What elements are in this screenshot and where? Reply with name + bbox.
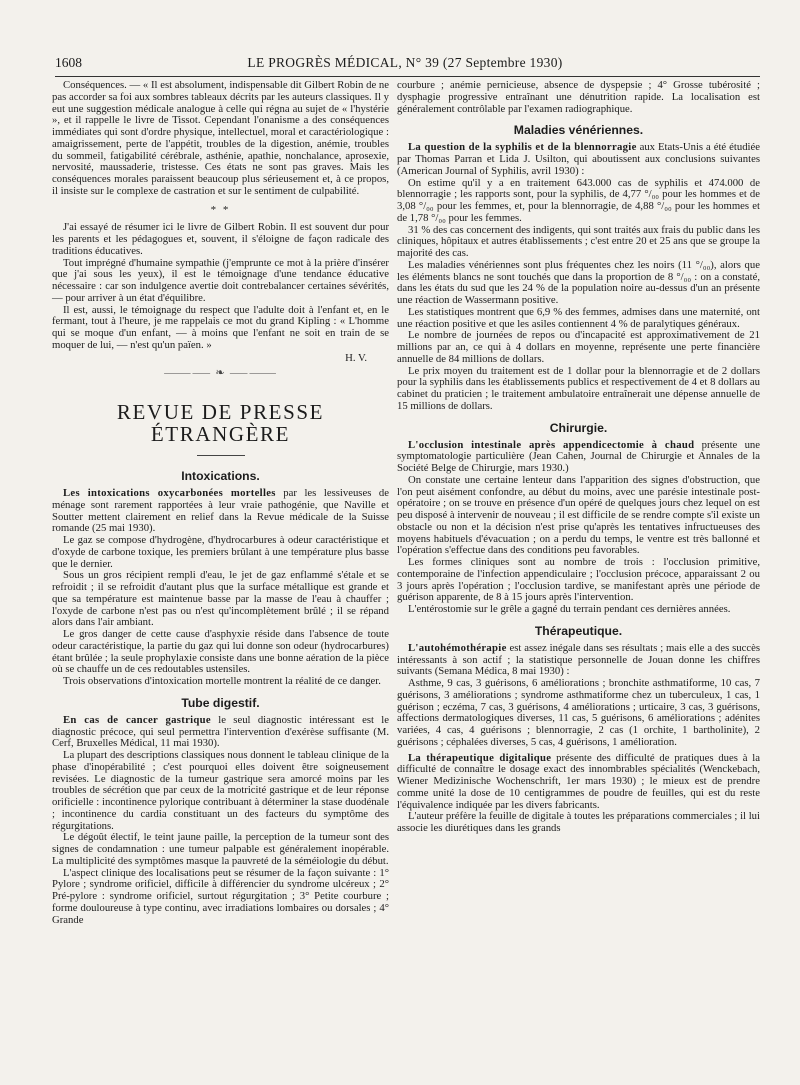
paragraph: Il est, aussi, le témoignage du respect que l'adulte doit à l'enfant et, en le fermant, tout à l'heure, je me rappelais ce mot du grand Kipling : « L'homme qui se moque d'un enfant, — à moins que l'enfant ne soit en train de se moquer de lui, — n'est qu'un païen. » [52, 303, 389, 351]
paragraph-text: le seul diagnostic intéressant est le diagnostic précoce, qui seul permettra l'intervention d'exérèse suffisante (M. Cerf, Bruxelles Médical, 11 mai 1930). [52, 713, 390, 750]
section-heading: Tube digestif. [181, 695, 260, 710]
lead-phrase: En cas de cancer gastrique [63, 713, 211, 726]
paragraph: Le nombre de journées de repos ou d'incapacité est approximativement de 21 millions par an, ce qui à 4 dollars en moyenne, représente une perte financière annuelle de 84 millions de dollars. [397, 329, 760, 365]
left-column [52, 80, 389, 926]
journal-title: LE PROGRÈS MÉDICAL, N° 39 (27 Septembre 1930) [247, 55, 563, 70]
paragraph: L'entérostomie sur le grêle a gagné du terrain pendant ces dernières années. [408, 603, 731, 615]
ornamental-divider: ⸻⸺ ❧ ⸺⸻ [163, 367, 278, 380]
paragraph: Tout imprégné d'humaine sympathie (j'emprunte ce mot à la prière d'insérer que j'ai sous les yeux), il est le témoignage d'une tendance éducative nécessaire : car son indulgence avertie doit contrebalancer certaines sévérités, — pour arriver à un état d'équilibre. [52, 256, 389, 304]
paragraph: On estime qu'il y a en traitement 643.000 cas de syphilis et 474.000 de blennorragie ; les rapports sont, pour la syphilis, de 4,77 °/₀₀ pour les hommes et de 3,08 °/₀₀ pour les femmes, et, pour la blennorragie, de 4,88 °/₀₀ pour les hommes et de 1,78 °/₀₀ pour les femmes. [397, 176, 760, 224]
paragraph: Sous un gros récipient rempli d'eau, le jet de gaz enflammé s'étale et se refroidit ; il se refroidit d'autant plus que la surface métallique est grande et que sa température est maintenue basse par la masse de l'eau à chauffer ; l'oxyde de carbone n'est pas ou n'est qu'incomplètement brûlé ; il se répand alors dans l'air ambiant. [52, 569, 389, 629]
signature: H. V. [345, 351, 367, 364]
paragraph: L'auteur préfère la feuille de digitale à toutes les préparations commerciales ; il lui associe les diurétiques dans les grands [397, 810, 760, 834]
paragraph-text: est assez inégale dans ses résultats ; mais elle a des succès intéressants à son actif ; la statistique personnelle de Jouan donne les chiffres suivants (Semana Médica, 8 mai 1930) : [397, 641, 761, 678]
paragraph: Les maladies vénériennes sont plus fréquentes chez les noirs (11 °/₀₀), alors que les éléments blancs ne sont touchés que dans la proportion de 8 °/₀₀ : on a constaté, dans les états du sud que les 24 % de la population noire au-dessus d'un an présente une réaction de Wassermann positive. [397, 258, 760, 306]
paragraph: courbure ; anémie pernicieuse, absence de dyspepsie ; 4° Grosse tubérosité ; dysphagie progressive entraînant une dénutrition rapide. La localisation est généralement contrôlable par l'examen radiographique. [397, 79, 760, 115]
paragraph: J'ai essayé de résumer ici le livre de Gilbert Robin. Il est souvent dur pour les parents et les pédagogues et, souvent, il s'éloigne de façon radicale des traditions éducatives. [52, 221, 389, 257]
lead-phrase: La question de la syphilis et de la blennorragie [408, 141, 637, 154]
section-heading: Maladies vénériennes. [513, 123, 644, 138]
paragraph: Conséquences. — « Il est absolument, indispensable dit Gilbert Robin de ne pas accorder sa foi aux sombres tableaux décrits par les auteurs classiques. Il y eut une suggestion médicale analogue à celle qui régna au sujet de « l'hystérie », et il rappelle le livre de Tissot. Cependant l'onanisme a des conséquences immédiates qui sont d'ordre physique, intellectuel, moral et caractériologique : amaigrissement, perte de l'appétit, troubles de la digestion, anémie, troubles du sommeil, fatigabilité cérébrale, asthénie, apathie, nonchalance, aprosexie, nervosité, maussaderie, tristesse. Ces états ne sont pas graves. Mais les conséquences morales paraissent beaucoup plus sérieusement et, à ce propos, il insiste sur le complexe de castration et sur le sentiment de culpabilité. [52, 79, 389, 197]
lead-phrase: L'occlusion intestinale après appendicectomie à chaud [408, 438, 695, 451]
paragraph-text: aux Etats-Unis a été étudiée par Thomas Parran et Lida J. Usilton, qui aboutissent aux conclusions suivantes (American Journal of Syphilis, avril 1930) : [397, 141, 760, 177]
asterism: * * [210, 203, 231, 216]
page-header [55, 55, 755, 73]
paragraph-text: par les lessiveuses de ménage sont rarement rapportées à leur vraie pathogénie, que Naville et Soutter mettent clairement en relief dans la Revue médicale de la Suisse romande (25 mai 1930). [52, 487, 389, 535]
paragraph-text: présente une symptomatologie particulière (Jean Cahen, Journal de Chirurgie et Annales de la Société Belge de Chirurgie, mars 1930.) [397, 438, 761, 474]
paragraph: Trois observations d'intoxication mortelle montrent la réalité de ce danger. [63, 675, 381, 687]
header-rule [55, 76, 760, 77]
section-rule [197, 455, 245, 456]
lead-phrase: L'autohémothérapie [408, 641, 507, 654]
page-number: 1608 [55, 55, 82, 70]
paragraph: L'aspect clinique des localisations peut se résumer de la façon suivante : 1° Pylore ; syndrome orificiel, difficile à différencier du syndrome ulcéreux ; 2° Pré-pylore : syndrome orificiel, surtout régurgitation ; 3° Petite courbure ; forme douloureuse à type continu, avec irradiations lombaires ou dorsales ; 4° Grande [52, 866, 389, 926]
paragraph: Le prix moyen du traitement est de 1 dollar pour la blennorragie et de 2 dollars pour la syphilis dans les établissements publics et respectivement de 4 et 8 dollars au cabinet du praticien ; le traitement ambulatoire entraînerait une dépense annuelle de 15 millions de dollars. [397, 364, 760, 412]
lead-phrase: La thérapeutique digitalique [408, 751, 552, 764]
section-title: REVUE DE PRESSE ÉTRANGÈRE [116, 400, 325, 446]
section-heading: Intoxications. [181, 469, 260, 483]
section-heading: Chirurgie. [549, 420, 608, 435]
lead-phrase: Les intoxications oxycarbonées mortelles [63, 487, 276, 499]
paragraph: Les statistiques montrent que 6,9 % des femmes, admises dans une maternité, ont une réaction positive et que les asiles contiennent 4 % de paralytiques généraux. [397, 305, 760, 330]
paragraph: La plupart des descriptions classiques nous donnent le tableau clinique de la phase d'inopérabilité ; c'est pourquoi elles doivent être soigneusement revisées. Le diagnostic de la tumeur gastrique sera amorcé moins par les troubles de sécrétion que par ceux de la motricité gastrique et de leur réponse orificielle : incontinence pylorique contribuant à déterminer la stase duodénale ; incontinence du cardia constituant un des facteurs du symptôme des régurgitations. [52, 749, 389, 832]
paragraph: Le gros danger de cette cause d'asphyxie réside dans l'absence de toute odeur caractéristique, la partie du gaz qui lui donne son odeur (hydrocarbures) étant brûlée ; la seule prophylaxie consiste dans une bonne aération de la pièce où se chauffe un de ces redoutables ustensiles. [52, 628, 389, 676]
paragraph: Le dégoût électif, le teint jaune paille, la perception de la tumeur sont des signes de condamnation : une tumeur palpable est généralement inopérable. La multiplicité des symptômes masque la pauvreté de la séméiologie du début. [52, 831, 389, 867]
right-column [397, 80, 760, 835]
section-heading: Thérapeutique. [534, 623, 623, 638]
paragraph: 31 % des cas concernent des indigents, qui sont traités aux frais du public dans les cliniques, hôpitaux et autres établissements ; c'est entre 20 et 25 ans que se groupe la majorité des cas. [397, 223, 760, 259]
paragraph: On constate une certaine lenteur dans l'apparition des signes d'obstruction, que l'on peut aisément confondre, au début du moins, avec une parésie intestinale post-opératoire ; on se trouve en présence d'un opéré de quelques jours chez lequel on est peu disposé à intervenir de nouveau ; il est difficile de se rendre compte s'il existe un obstacle ou non et la décision n'est prise qu'après les tentatives infructueuses des moyens habituels d'évacuation ; on a perdu du temps, le ventre est très ballonné et l'opération s'effectue dans des conditions peu favorables. [397, 473, 760, 557]
paragraph: Les formes cliniques sont au nombre de trois : l'occlusion primitive, contemporaine de l'infection appendiculaire ; l'occlusion précoce, apparaissant 2 ou 3 jours après l'opération ; l'occlusion tardive, se manifestant après une période de guérison apparente, de 8 à 15 jours après l'intervention. [397, 556, 760, 604]
paragraph-text: présente des difficulté de pratiques dues à la difficulté de connaître le dosage exact des innombrables spécialités (Wenckebach, Wiener Medizinische Wochenschrift, 1er mars 1930) ; le mieux est de prendre comme unité la dose de 10 centigrammes de poudre de feuilles, qui est du reste l'équivalence indiquée par les divers fabricants. [397, 751, 761, 811]
paragraph: Le gaz se compose d'hydrogène, d'hydrocarbures à odeur caractéristique et d'oxyde de carbone toxique, les premiers brûlant à une température plus basse que le dernier. [52, 534, 389, 570]
paragraph: Asthme, 9 cas, 3 guérisons, 6 améliorations ; bronchite asthmatiforme, 10 cas, 7 guérisons, 3 améliorations ; syndrome asthmatiforme chez un tuberculeux, 1 cas, 1 guérison ; eczéma, 7 cas, 3 guérisons, 4 améliorations ; urticaire, 3 cas, 3 guérisons, affections dermatologiques diverses, 11 cas, 5 guérisons, 6 améliorations ; adénites variées, 4 cas, 4 guérisons ; blennorragie, 2 cas (1 orchite, 1 bartholinite), 2 guérisons ; céphalées diverses, 5 cas, 4 guérisons, 1 amélioration. [397, 677, 760, 748]
